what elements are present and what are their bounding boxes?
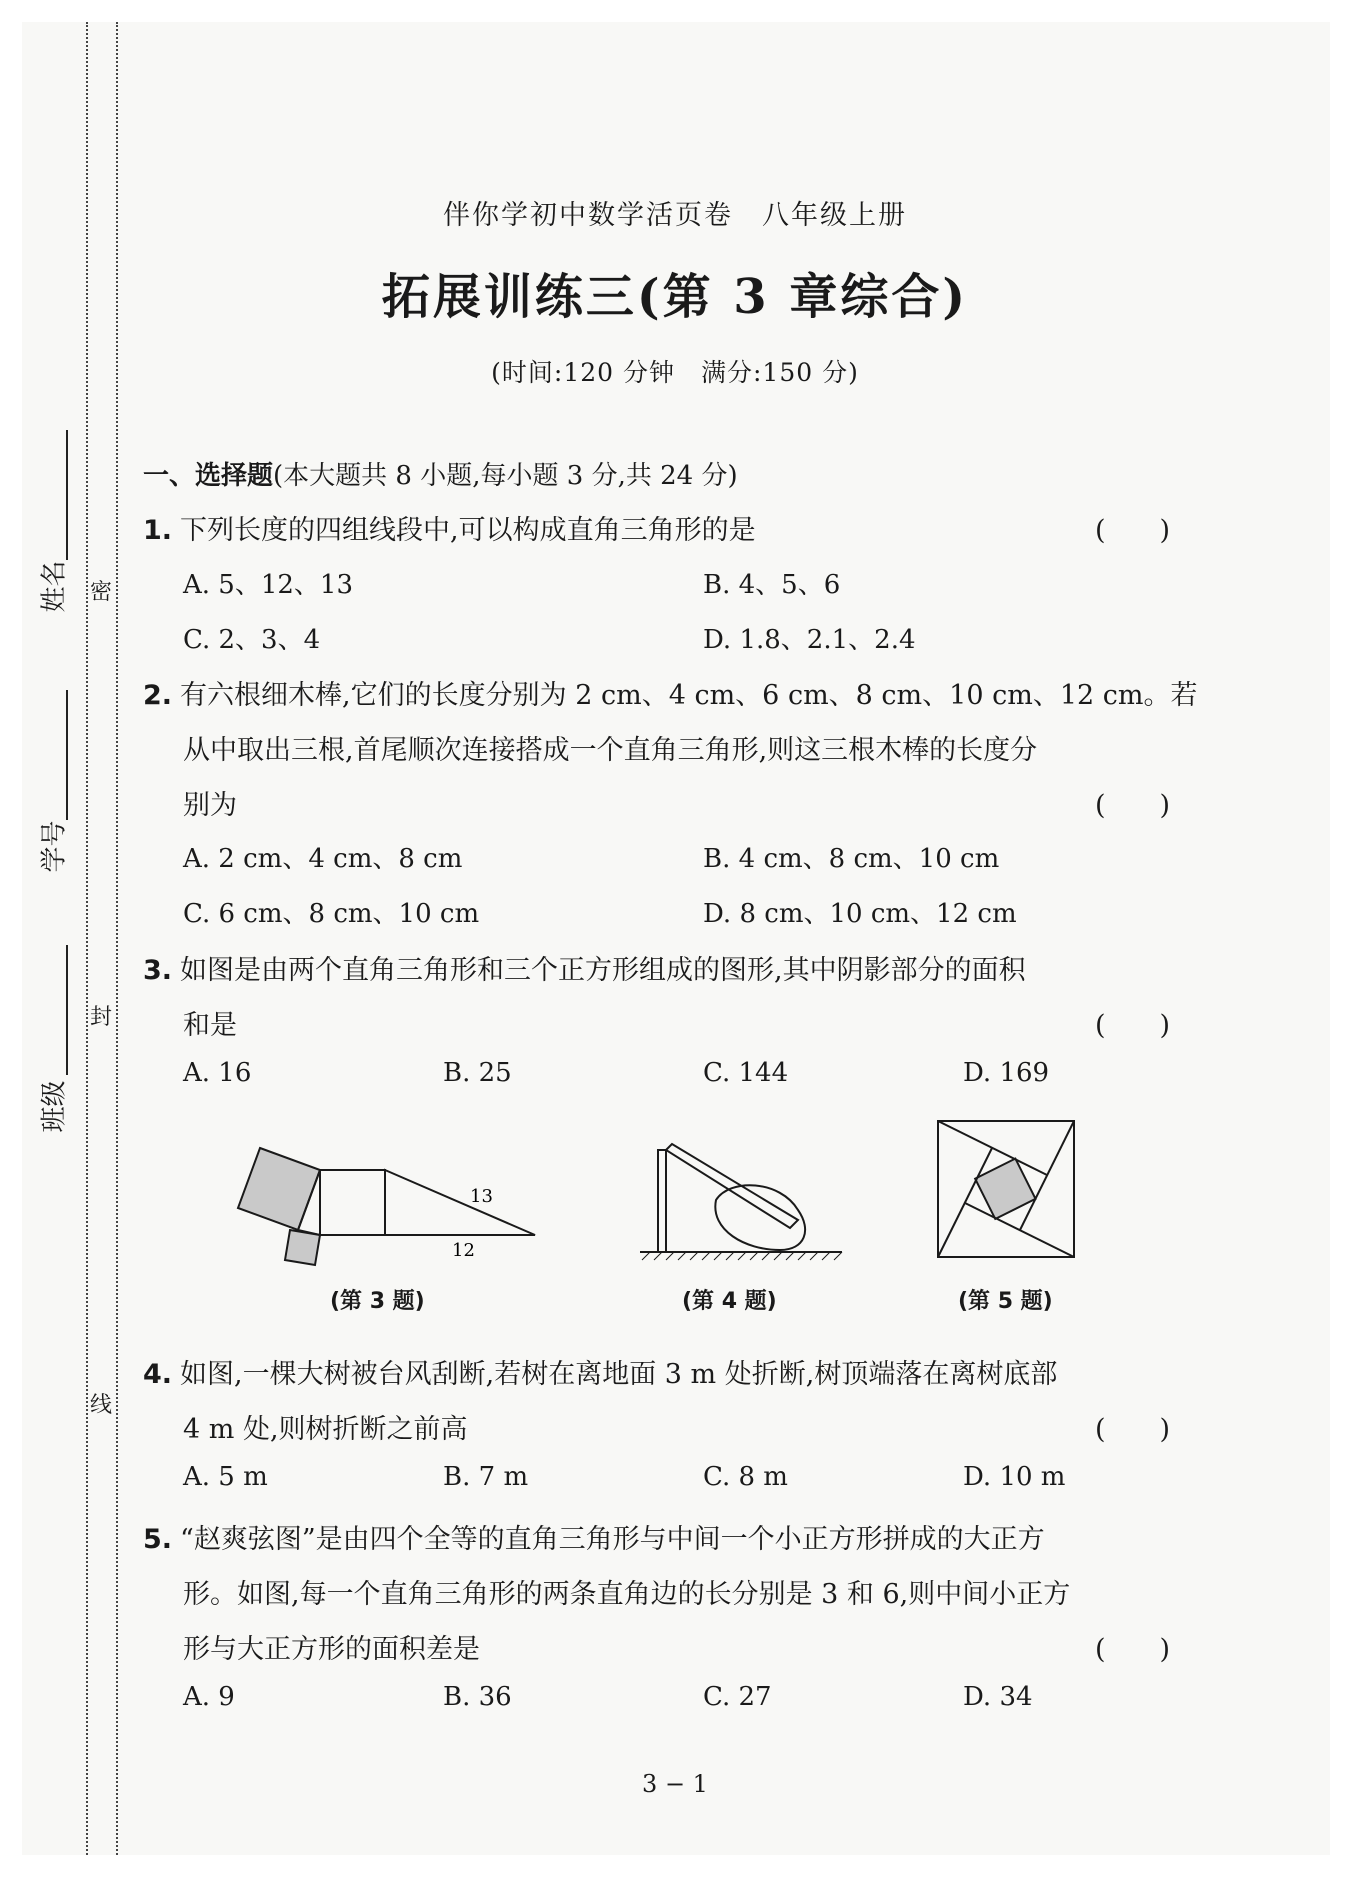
fig4-trunk bbox=[658, 1150, 666, 1252]
answer-blank[interactable]: ( ) bbox=[1095, 1634, 1171, 1665]
answer-blank[interactable]: ( ) bbox=[1095, 1414, 1171, 1445]
question-text-line: 形。如图,每一个直角三角形的两条直角边的长分别是 3 和 6,则中间小正方 bbox=[183, 1579, 1071, 1610]
option-b[interactable]: B. 4、5、6 bbox=[703, 570, 841, 600]
question-text-line: 从中取出三根,首尾顺次连接搭成一个直角三角形,则这三根木棒的长度分 bbox=[183, 735, 1038, 766]
question-number: 2. bbox=[143, 680, 173, 711]
section-note: (本大题共 8 小题,每小题 3 分,共 24 分) bbox=[273, 461, 738, 491]
answer-blank[interactable]: ( ) bbox=[1095, 1010, 1171, 1041]
fig3-middle-square bbox=[320, 1170, 385, 1235]
option-d[interactable]: D. 8 cm、10 cm、12 cm bbox=[703, 899, 1017, 929]
figure-5-caption: (第 5 题) bbox=[958, 1289, 1053, 1314]
page-title: 拓展训练三(第 3 章综合) bbox=[381, 269, 969, 325]
figure-3-caption: (第 3 题) bbox=[330, 1289, 425, 1314]
page-number: 3 − 1 bbox=[642, 1770, 708, 1798]
id-underline bbox=[66, 690, 68, 820]
seal-char-feng: 封 bbox=[90, 1005, 113, 1030]
class-label: 班级 bbox=[39, 1080, 70, 1133]
option-d[interactable]: D. 34 bbox=[963, 1682, 1033, 1712]
question-text-line: 形与大正方形的面积差是 bbox=[183, 1634, 480, 1665]
name-underline bbox=[66, 430, 68, 560]
fig4-ground-hatching bbox=[642, 1252, 842, 1260]
option-c[interactable]: C. 27 bbox=[703, 1682, 772, 1712]
time-info: (时间:120 分钟 满分:150 分) bbox=[491, 358, 859, 387]
section-heading bbox=[143, 455, 738, 492]
fig4-crown bbox=[715, 1185, 805, 1250]
option-a[interactable]: A. 5、12、13 bbox=[183, 570, 354, 600]
question-text: 如图,一棵大树被台风刮断,若树在离地面 3 m 处折断,树顶端落在离树底部 bbox=[180, 1359, 1058, 1390]
option-d[interactable]: D. 1.8、2.1、2.4 bbox=[703, 625, 916, 655]
answer-blank[interactable]: ( ) bbox=[1095, 515, 1171, 546]
option-d[interactable]: D. 10 m bbox=[963, 1462, 1066, 1492]
option-b[interactable]: B. 4 cm、8 cm、10 cm bbox=[703, 844, 1000, 874]
fig3-shaded-square-small bbox=[285, 1230, 320, 1265]
option-b[interactable]: B. 36 bbox=[443, 1682, 512, 1712]
question-text: 有六根细木棒,它们的长度分别为 2 cm、4 cm、6 cm、8 cm、10 cm、12 cm。若 bbox=[180, 680, 1198, 711]
fig3-shaded-square-large bbox=[238, 1148, 320, 1230]
figure-4-caption: (第 4 题) bbox=[682, 1289, 777, 1314]
question-number: 1. bbox=[143, 515, 173, 546]
fig5-line-2 bbox=[1020, 1121, 1074, 1230]
option-c[interactable]: C. 6 cm、8 cm、10 cm bbox=[183, 899, 480, 929]
seal-char-mi: 密 bbox=[90, 580, 113, 605]
question-4 bbox=[143, 1352, 1057, 1391]
question-number: 5. bbox=[143, 1524, 173, 1555]
fig5-inner-square bbox=[975, 1159, 1035, 1219]
option-d[interactable]: D. 169 bbox=[963, 1058, 1050, 1088]
option-a[interactable]: A. 9 bbox=[183, 1682, 235, 1712]
question-text: 下列长度的四组线段中,可以构成直角三角形的是 bbox=[180, 515, 756, 546]
option-c[interactable]: C. 144 bbox=[703, 1058, 789, 1088]
question-text-line: 4 m 处,则树折断之前高 bbox=[183, 1414, 468, 1445]
seal-char-xian: 线 bbox=[90, 1393, 113, 1418]
series-title: 伴你学初中数学活页卷 八年级上册 bbox=[443, 200, 907, 231]
option-a[interactable]: A. 2 cm、4 cm、8 cm bbox=[183, 844, 463, 874]
name-label: 姓名 bbox=[39, 560, 70, 613]
fig5-line-3 bbox=[965, 1203, 1074, 1257]
fig5-line-4 bbox=[938, 1148, 992, 1257]
figure-3 bbox=[230, 1130, 550, 1275]
answer-blank[interactable]: ( ) bbox=[1095, 790, 1171, 821]
option-a[interactable]: A. 5 m bbox=[183, 1462, 268, 1492]
fig3-base-label: 12 bbox=[452, 1240, 475, 1261]
fig3-hyp-label: 13 bbox=[470, 1186, 493, 1207]
question-5 bbox=[143, 1517, 1045, 1556]
question-text: “赵爽弦图”是由四个全等的直角三角形与中间一个小正方形拼成的大正方 bbox=[180, 1524, 1045, 1555]
section-title: 一、选择题 bbox=[143, 461, 274, 491]
question-3 bbox=[143, 948, 1026, 987]
question-1 bbox=[143, 508, 756, 547]
option-b[interactable]: B. 7 m bbox=[443, 1462, 529, 1492]
question-text-line: 和是 bbox=[183, 1010, 237, 1041]
fig4-broken-top bbox=[666, 1144, 798, 1228]
question-text-line: 别为 bbox=[183, 790, 237, 821]
option-a[interactable]: A. 16 bbox=[183, 1058, 252, 1088]
option-c[interactable]: C. 8 m bbox=[703, 1462, 788, 1492]
class-underline bbox=[66, 945, 68, 1075]
question-number: 3. bbox=[143, 955, 173, 986]
fig5-line-1 bbox=[938, 1121, 1047, 1175]
option-c[interactable]: C. 2、3、4 bbox=[183, 625, 321, 655]
fig3-large-right-triangle bbox=[385, 1170, 535, 1235]
option-b[interactable]: B. 25 bbox=[443, 1058, 512, 1088]
figure-4 bbox=[630, 1130, 850, 1275]
question-text: 如图是由两个直角三角形和三个正方形组成的图形,其中阴影部分的面积 bbox=[180, 955, 1026, 986]
question-number: 4. bbox=[143, 1359, 173, 1390]
figure-5 bbox=[935, 1118, 1077, 1260]
question-2 bbox=[143, 673, 1197, 712]
id-label: 学号 bbox=[39, 820, 70, 873]
